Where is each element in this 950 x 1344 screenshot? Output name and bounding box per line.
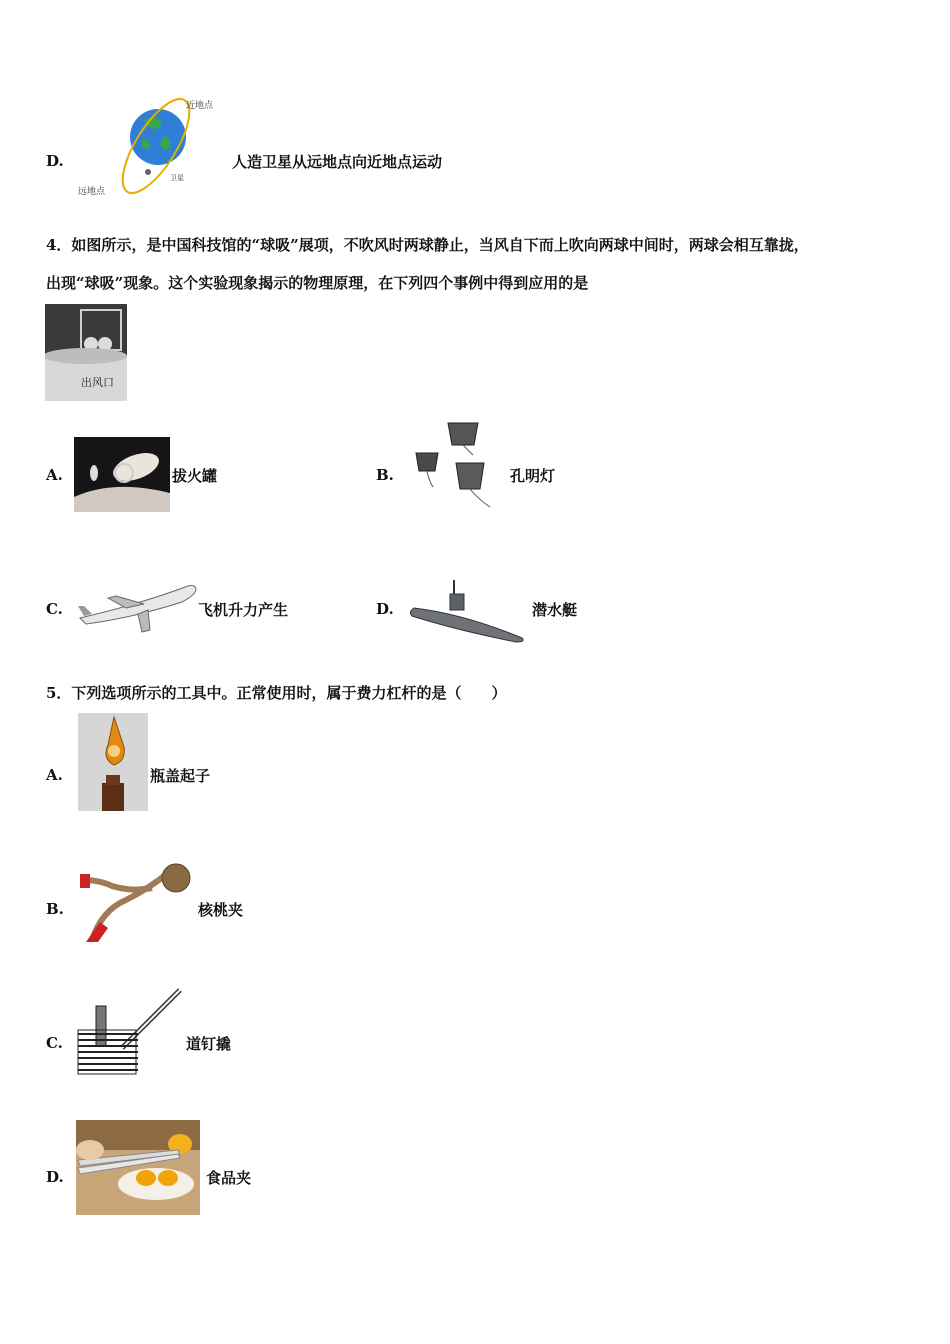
q4-option-c-letter: C.: [46, 600, 63, 618]
submarine-photo: [410, 572, 526, 644]
q4-option-a-label: 拔火罐: [172, 467, 218, 485]
q5-option-c-label: 道钉撬: [186, 1035, 232, 1053]
earth-satellite-orbit-figure: [72, 96, 232, 200]
q4-option-d-label: 潜水艇: [532, 601, 578, 619]
bottle-opener-photo: [78, 713, 148, 811]
cupping-photo: [74, 437, 170, 512]
perigee-label: 近地点: [186, 100, 214, 110]
q4-option-a-letter: A.: [46, 466, 63, 484]
q5-option-d-letter: D.: [46, 1168, 64, 1186]
q4-option-d-letter: D.: [376, 600, 394, 618]
spike-crowbar-drawing: [76, 984, 186, 1080]
nutcracker-photo: [78, 852, 198, 944]
q5-option-b-label: 核桃夹: [198, 901, 244, 919]
q3-option-d-label: 人造卫星从远地点向近地点运动: [232, 153, 443, 171]
airplane-photo: [76, 578, 198, 638]
ball-suction-exhibit-photo: [45, 304, 127, 401]
q3-option-d-letter: D.: [46, 152, 64, 170]
q5-option-c-letter: C.: [46, 1034, 63, 1052]
satellite-label: 卫星: [170, 174, 184, 182]
q4-option-b-label: 孔明灯: [510, 467, 556, 485]
apogee-label: 远地点: [78, 186, 106, 196]
q5-option-b-letter: B.: [46, 900, 64, 918]
air-outlet-label: 出风口: [81, 377, 114, 389]
q4-stem-line2: 出现“球吸”现象。这个实验现象揭示的物理原理，在下列四个事例中得到应用的是: [46, 274, 589, 292]
q5-option-a-label: 瓶盖起子: [150, 767, 211, 785]
q5-stem: 5．下列选项所示的工具中。正常使用时，属于费力杠杆的是（ ）: [46, 684, 507, 702]
q5-option-a-letter: A.: [46, 766, 63, 784]
q4-option-b-letter: B.: [376, 466, 394, 484]
q4-stem-line1: 4．如图所示，是中国科技馆的“球吸”展项，不吹风时两球静止，当风自下而上吹向两球中间时，两球会相互靠拢，: [46, 236, 809, 254]
sky-lantern-photo: [404, 415, 504, 515]
q5-option-d-label: 食品夹: [206, 1169, 252, 1187]
q4-option-c-label: 飞机升力产生: [198, 601, 289, 619]
food-tongs-photo: [76, 1120, 200, 1215]
